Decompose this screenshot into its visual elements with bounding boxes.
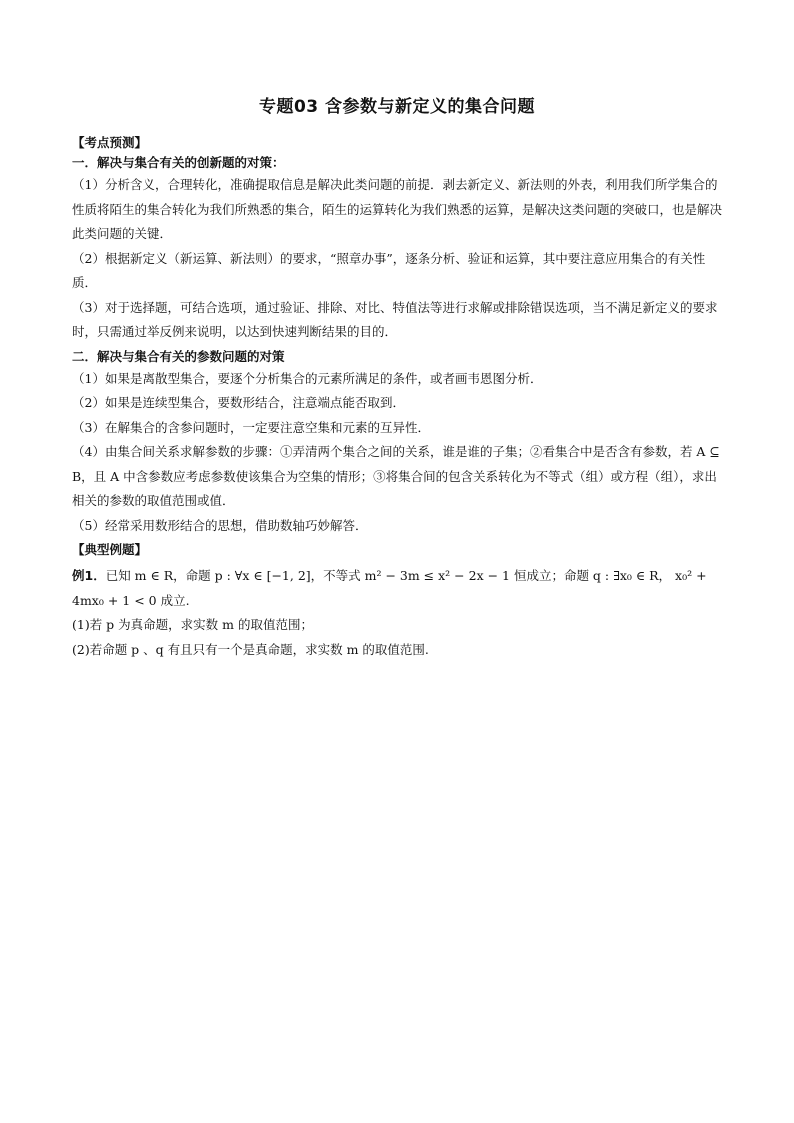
part1-paragraph-3: （3）对于选择题，可结合选项，通过验证、排除、对比、特值法等进行求解或排除错误选项，当不满足新定义的要求时，只需通过举反例来说明，以达到快速判断结果的目的． — [72, 299, 718, 339]
example-1-question-1: (1)若 p 为真命题，求实数 m 的取值范围； — [72, 617, 313, 632]
part1-heading: 一．解决与集合有关的创新题的对策： — [72, 155, 285, 170]
example-1 — [72, 564, 722, 613]
document-page — [72, 92, 722, 662]
part2-paragraph-3: （3）在解集合的含参问题时，一定要注意空集和元素的互异性． — [72, 419, 430, 435]
part2-paragraph-4: （4）由集合间关系求解参数的步骤：①弄清两个集合之间的关系，谁是谁的子集；②看集合中是否含有参数，若 A ⊆ B，且 A 中含参数应考虑参数使该集合为空集的情形；③将集合间的包含关系转化为不等式（组）或方程（组），求出相关的参数的取值范围或值． — [72, 444, 720, 508]
part1-paragraph-2: （2）根据新定义（新运算、新法则）的要求，“照章办事”，逐条分析、验证和运算，其中要注意应用集合的有关性质． — [72, 250, 706, 290]
part2-paragraph-1: （1）如果是离散型集合，要逐个分析集合的元素所满足的条件，或者画韦恩图分析． — [72, 370, 543, 386]
section-kaodian-yuce: 【考点预测】 — [72, 135, 148, 150]
part1-paragraph-1: （1）分析含义，合理转化，准确提取信息是解决此类问题的前提．剥去新定义、新法则的外表，利用我们所学集合的性质将陌生的集合转化为我们所熟悉的集合，陌生的运算转化为我们熟悉的运算，是解决这类问题的突破口，也是解决此类问题的关键． — [72, 177, 723, 241]
part2-paragraph-5: （5）经常采用数形结合的思想，借助数轴巧妙解答． — [72, 517, 368, 533]
part2-paragraph-2: （2）如果是连续型集合，要数形结合，注意端点能否取到． — [72, 395, 405, 410]
example-1-text: 已知 m ∈ R，命题 p : ∀x ∈ [−1, 2]，不等式 m² − 3m ≤ x² − 2x − 1 恒成立；命题 q : ∃x₀ ∈ R， x₀² + 4mx₀ + 1 < 0 成立. — [72, 568, 707, 608]
section-dianxing-liti: 【典型例题】 — [72, 542, 148, 557]
document-title: 专题03 含参数与新定义的集合问题 — [258, 97, 536, 117]
example-1-question-2: (2)若命题 p 、q 有且只有一个是真命题，求实数 m 的取值范围. — [72, 641, 429, 657]
part2-heading: 二．解决与集合有关的参数问题的对策 — [72, 348, 285, 364]
example-1-label: 例1． — [72, 568, 106, 583]
